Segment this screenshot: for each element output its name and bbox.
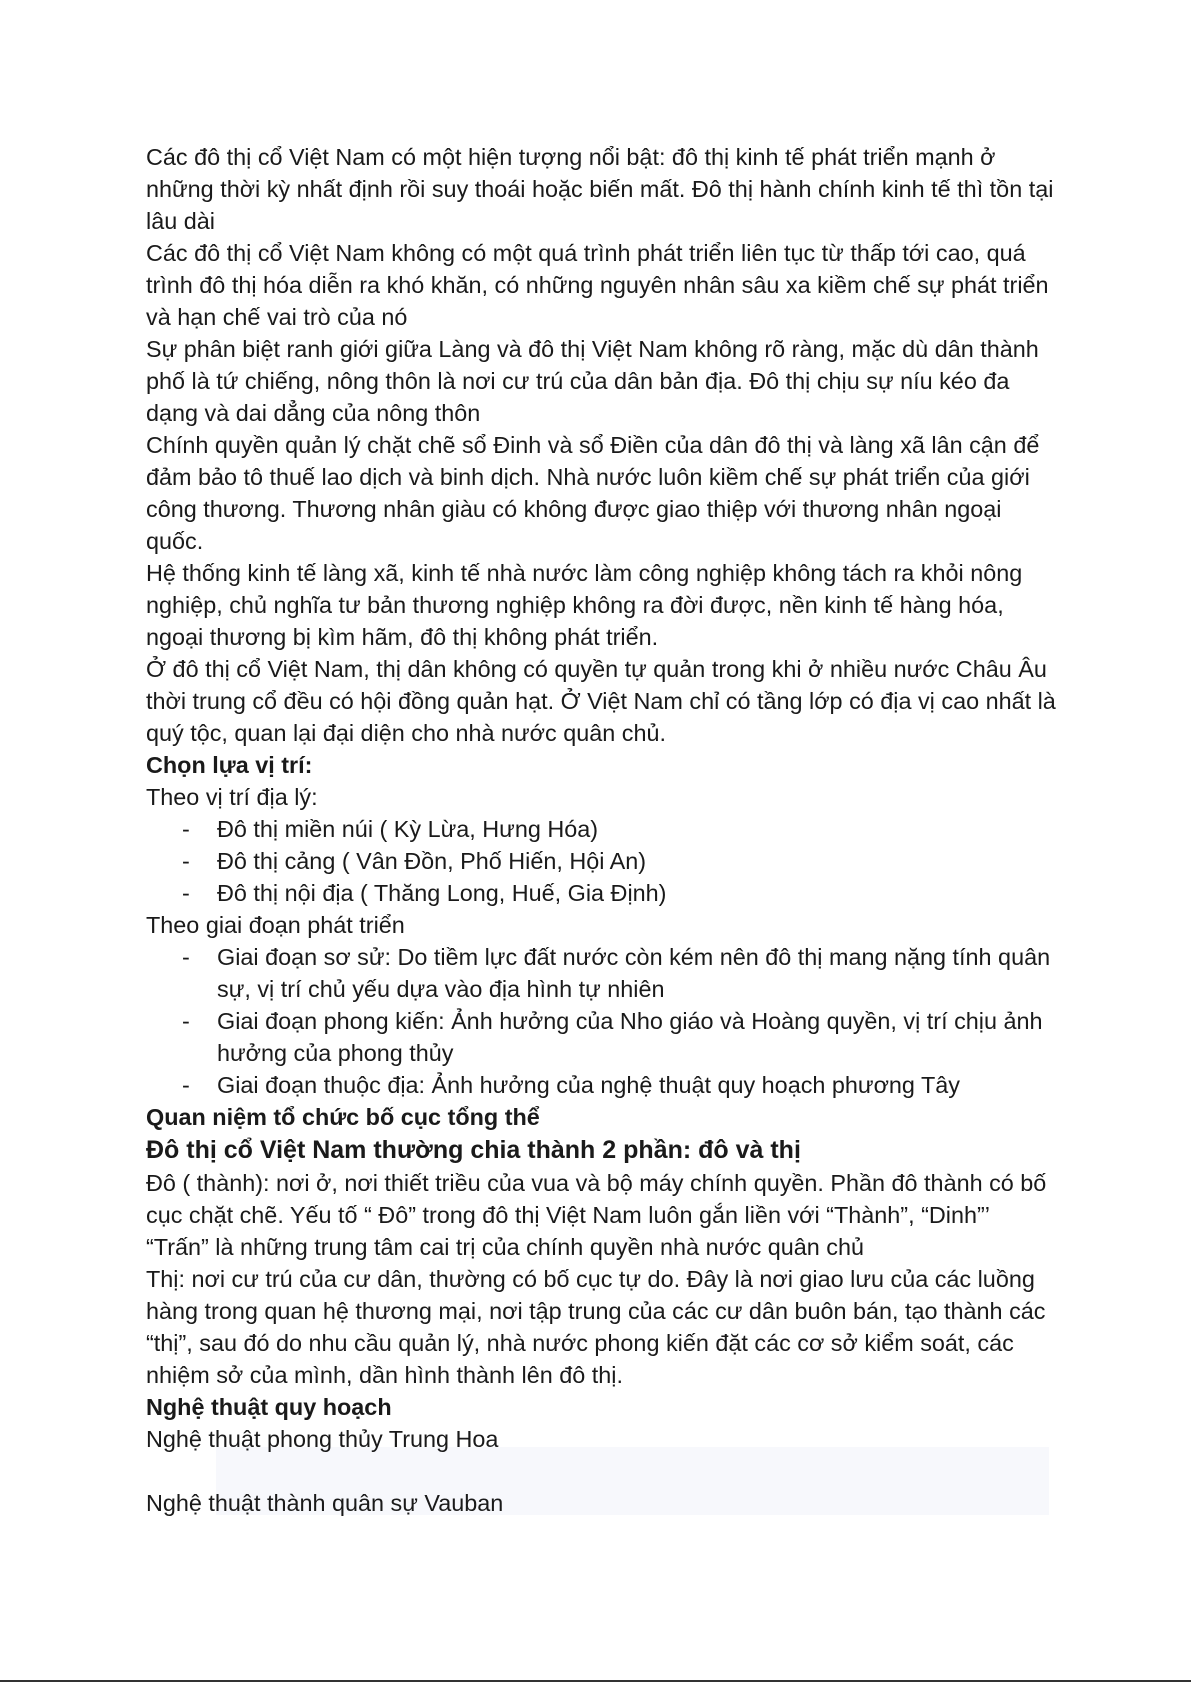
list-item [146,845,1056,877]
subheading-two-parts: Đô thị cổ Việt Nam thường chia thành 2 phần: đô và thị [146,1136,801,1164]
dash-marker: - [182,1072,190,1098]
label-development-stage: Theo giai đoạn phát triển [146,912,405,938]
dash-marker: - [182,880,190,906]
list-geo-location [146,813,1056,909]
list-item-text: Đô thị nội địa ( Thăng Long, Huế, Gia Định) [217,880,667,906]
dash-marker: - [182,848,190,874]
list-item [146,877,1056,909]
list-item [146,813,1056,845]
paragraph-economic-system: Hệ thống kinh tế làng xã, kinh tế nhà nước làm công nghiệp không tách ra khỏi nông nghiệp, chủ nghĩa tư bản thương nghiệp không ra đời được, nền kinh tế hàng hóa, ngoại thương bị kìm hãm, đô thị không phát triển. [146,560,1023,650]
list-item-text: Đô thị miền núi ( Kỳ Lừa, Hưng Hóa) [217,816,599,842]
bottom-border-line [0,1680,1191,1682]
blank-line [146,1455,1056,1487]
list-item [146,1069,1056,1101]
list-item [146,1005,1056,1069]
list-development-stage [146,941,1056,1101]
list-item-text: Giai đoạn sơ sử: Do tiềm lực đất nước còn kém nên đô thị mang nặng tính quân sự, vị trí chủ yếu dựa vào địa hình tự nhiên [217,944,1051,1002]
paragraph-do-citadel: Đô ( thành): nơi ở, nơi thiết triều của vua và bộ máy chính quyền. Phần đô thành có bố cục chặt chẽ. Yếu tố “ Đô” trong đô thị Việt Nam luôn gắn liền với “Thành”, “Dinh”’ “Trấn” là những trung tâm cai trị của chính quyền nhà nước quân chủ [146,1170,1047,1260]
list-item [146,941,1056,1005]
label-geo-location: Theo vị trí địa lý: [146,784,318,810]
paragraph-thi-market: Thị: nơi cư trú của cư dân, thường có bố cục tự do. Đây là nơi giao lưu của các luồng hàng trong quan hệ thương mại, nơi tập trung của các cư dân buôn bán, tạo thành các “thị”, sau đó do nhu cầu quản lý, nhà nước phong kiến đặt các cơ sở kiểm soát, các nhiệm sở của mình, dần hình thành lên đô thị. [146,1266,1046,1388]
document-page [146,141,1056,1519]
dash-marker: - [182,816,190,842]
dash-marker: - [182,1008,190,1034]
planning-art-fengshui: Nghệ thuật phong thủy Trung Hoa [146,1426,499,1452]
heading-layout-concept: Quan niệm tổ chức bố cục tổng thể [146,1104,540,1130]
paragraph-urbanization-process: Các đô thị cổ Việt Nam không có một quá trình phát triển liên tục từ thấp tới cao, quá trình đô thị hóa diễn ra khó khăn, có những nguyên nhân sâu xa kiềm chế sự phát triển và hạn chế vai trò của nó [146,240,1049,330]
paragraph-economic-cities: Các đô thị cổ Việt Nam có một hiện tượng nổi bật: đô thị kinh tế phát triển mạnh ở những thời kỳ nhất định rồi suy thoái hoặc biến mất. Đô thị hành chính kinh tế thì tồn tại lâu dài [146,144,1054,234]
paragraph-self-governance: Ở đô thị cổ Việt Nam, thị dân không có quyền tự quản trong khi ở nhiều nước Châu Âu thời trung cổ đều có hội đồng quản hạt. Ở Việt Nam chỉ có tầng lớp có địa vị cao nhất là quý tộc, quan lại đại diện cho nhà nước quân chủ. [146,656,1056,746]
paragraph-government-control: Chính quyền quản lý chặt chẽ sổ Đinh và sổ Điền của dân đô thị và làng xã lân cận để đảm bảo tô thuế lao dịch và binh dịch. Nhà nước luôn kiềm chế sự phát triển của giới công thương. Thương nhân giàu có không được giao thiệp với thương nhân ngoại quốc. [146,432,1040,554]
list-item-text: Đô thị cảng ( Vân Đồn, Phố Hiến, Hội An) [217,848,647,874]
list-item-text: Giai đoạn thuộc địa: Ảnh hưởng của nghệ thuật quy hoạch phương Tây [217,1072,961,1098]
list-item-text: Giai đoạn phong kiến: Ảnh hưởng của Nho giáo và Hoàng quyền, vị trí chịu ảnh hưởng của phong thủy [217,1008,1043,1066]
paragraph-village-city-boundary: Sự phân biệt ranh giới giữa Làng và đô thị Việt Nam không rõ ràng, mặc dù dân thành phố là tứ chiếng, nông thôn là nơi cư trú của dân bản địa. Đô thị chịu sự níu kéo đa dạng và dai dẳng của nông thôn [146,336,1039,426]
dash-marker: - [182,944,190,970]
planning-art-vauban: Nghệ thuật thành quân sự Vauban [146,1490,504,1516]
heading-location-choice: Chọn lựa vị trí: [146,752,313,778]
heading-planning-art: Nghệ thuật quy hoạch [146,1394,392,1420]
